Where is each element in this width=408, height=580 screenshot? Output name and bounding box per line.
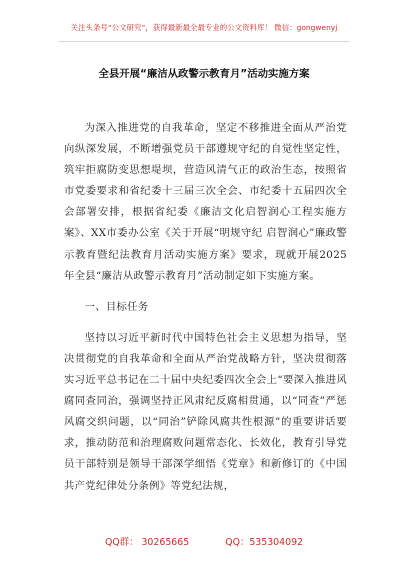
footer-qq-group: QQ群： 30265665 bbox=[104, 537, 190, 548]
header-divider bbox=[58, 41, 350, 42]
header-banner: 关注头条号“公文研究”，获得最新最全最专业的公文资料库！ 微信：gongwenyj bbox=[70, 23, 338, 32]
footer-qq-number: QQ：535304092 bbox=[225, 537, 304, 548]
document-title: 全县开展“廉洁从政警示教育月”活动实施方案 bbox=[98, 68, 310, 80]
goals-paragraph: 坚持以习近平新时代中国特色社会主义思想为指导，坚决贯彻党的自我革命和全面从严治党战略方针，坚决贯彻落实习近平总书记在二十届中央纪委四次全会上“要深入推进风腐同查同治，强调坚持正风肃纪反腐相贯通，以“同查”严惩风腐交织问题，以“同治”铲除风腐共性根源”的重要讲话要求，推动防范和治理腐败问题常态化、长效化，教育引导党员干部特别是领导干部深学细悟《党章》和新修订的《中国共产党纪律处分条例》等党纪法规， bbox=[64, 331, 347, 492]
document-body bbox=[64, 118, 347, 497]
footer-contact bbox=[0, 534, 408, 548]
section-heading-goals: 一、目标任务 bbox=[84, 300, 149, 313]
intro-paragraph: 为深入推进党的自我革命，坚定不移推进全面从严治党向纵深发展，不断增强党员干部遵规守纪的自觉性坚定性，筑牢拒腐防变思想堤坝，营造风清气正的政治生态，按照省市党委要求和省纪委十三届三次全会、市纪委十五届四次全会部署安排，根据省纪委《廉洁文化启智润心工程实施方案》、XX市委办公室《关于开展“明规守纪 启智润心”廉政警示教育暨纪法教育月活动实施方案》要求，现就开展2025年全县“廉洁从政警示教育月”活动制定如下实施方案。 bbox=[64, 122, 347, 282]
